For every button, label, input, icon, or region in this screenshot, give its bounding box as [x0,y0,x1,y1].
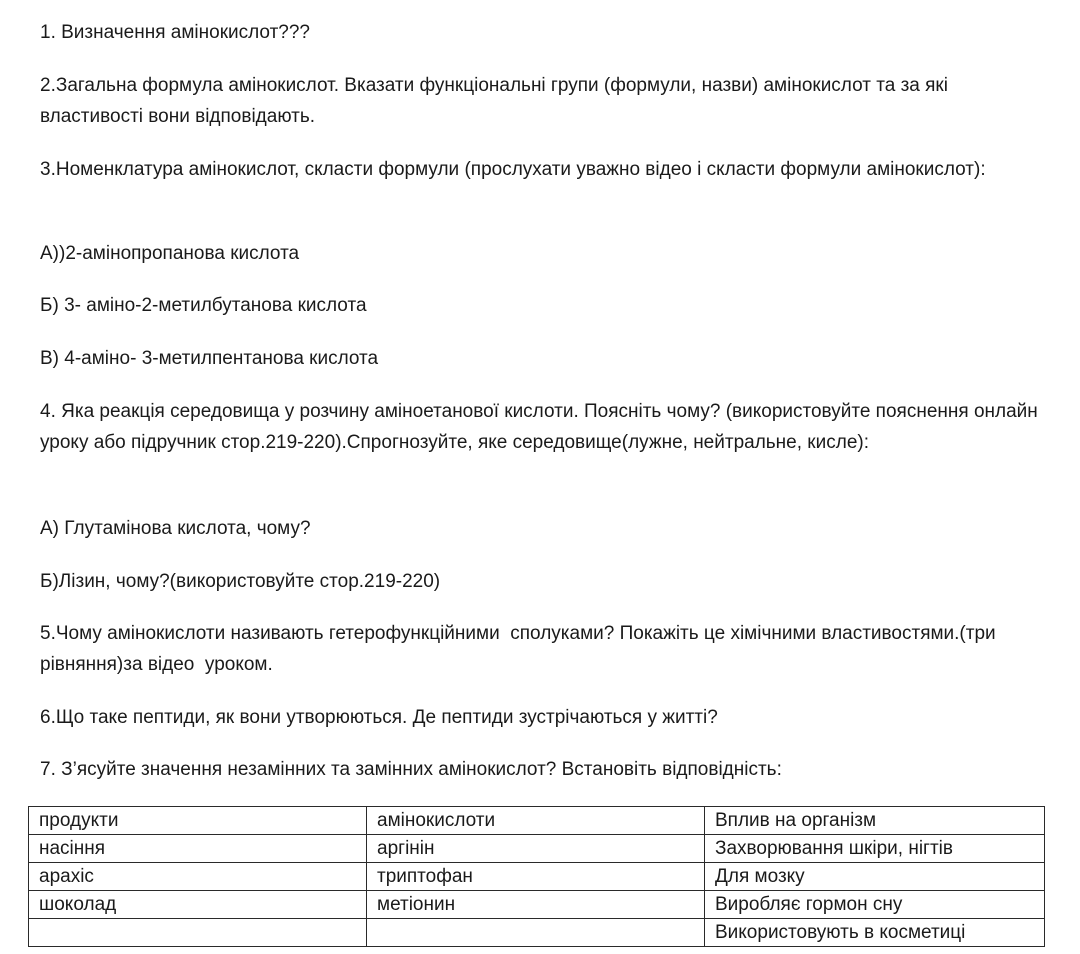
question-7: 7. З’ясуйте значення незамінних та замінних амінокислот? Встановіть відповідність: [40,759,782,780]
question-3-item-a: А))2-амінопропанова кислота [40,243,300,264]
table-row [29,919,1045,947]
table-cell: Захворювання шкіри, нігтів [705,835,1045,863]
table-cell: арахіс [29,863,367,891]
question-1: 1. Визначення амінокислот??? [40,22,310,43]
header-amino-acids: амінокислоти [367,807,705,835]
question-3-item-b: Б) 3- аміно-2-метилбутанова кислота [40,295,367,316]
question-6: 6.Що таке пептиди, як вони утворюються. Де пептиди зустрічаються у житті? [40,707,718,728]
table-cell: Використовують в косметиці [705,919,1045,947]
question-3-item-c: В) 4-аміно- 3-метилпентанова кислота [40,348,379,369]
table-cell: шоколад [29,891,367,919]
question-4-item-a: А) Глутамінова кислота, чому? [40,518,311,539]
table-cell: насіння [29,835,367,863]
header-effect: Вплив на організм [705,807,1045,835]
header-products: продукти [29,807,367,835]
table-cell: аргінін [367,835,705,863]
table-row [29,835,1045,863]
table-cell: Для мозку [705,863,1045,891]
question-3: 3.Номенклатура амінокислот, скласти формули (прослухати уважно відео і скласти формули амінокислот): [40,159,986,180]
table-cell: метіонин [367,891,705,919]
question-2: 2.Загальна формула амінокислот. Вказати функціональні групи (формули, назви) амінокислот та за які властивості вони відповідають. [40,75,954,127]
question-4-item-b: Б)Лізин, чому?(використовуйте стор.219-220) [40,571,441,592]
table-header-row [29,807,1045,835]
table-row [29,891,1045,919]
matching-table [28,806,1045,947]
question-4: 4. Яка реакція середовища у розчину аміноетанової кислоти. Поясніть чому? (використовуйте пояснення онлайн уроку або підручник стор.219-220).Спрогнозуйте, яке середовище(лужне, нейтральне, кисле): [40,401,1044,453]
table-cell [367,919,705,947]
table-row [29,863,1045,891]
table-cell: триптофан [367,863,705,891]
table-cell [29,919,367,947]
question-5: 5.Чому амінокислоти називають гетерофункційними сполуками? Покажіть це хімічними властивостями.(три рівняння)за відео уроком. [40,623,1001,675]
table-cell: Виробляє гормон сну [705,891,1045,919]
